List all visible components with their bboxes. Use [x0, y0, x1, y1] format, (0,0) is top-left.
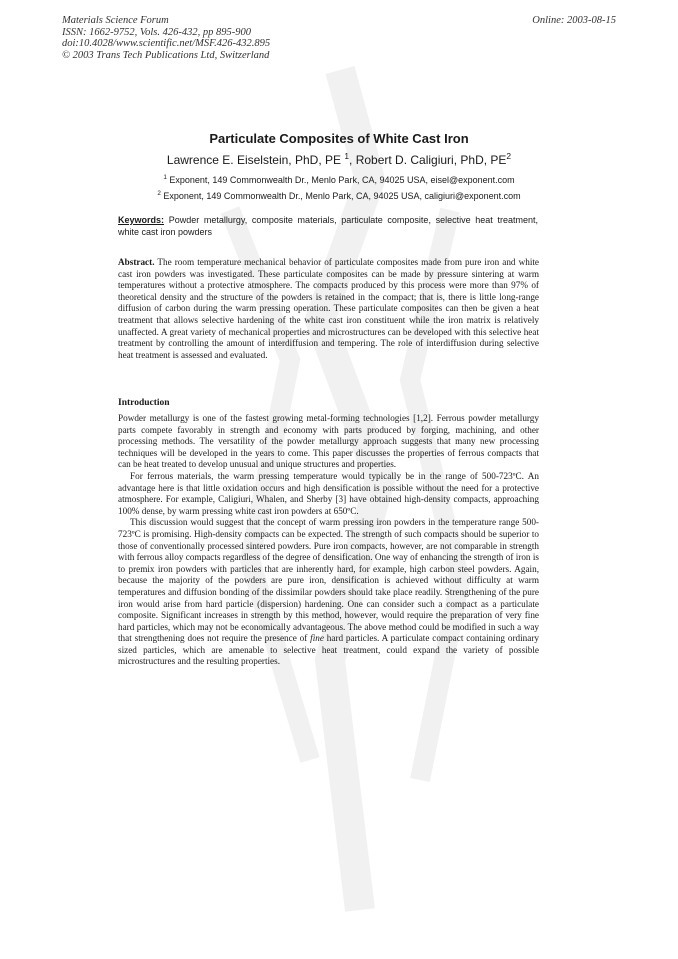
author-1-sup: 1 [344, 151, 350, 161]
affiliation-2-sup: 2 [157, 190, 161, 197]
introduction-body [118, 413, 539, 668]
keywords-block [118, 214, 538, 238]
journal-name: Materials Science Forum [62, 15, 169, 26]
issn-line: ISSN: 1662-9752, Vols. 426-432, pp 895-900 [62, 26, 251, 38]
journal-header [62, 15, 270, 61]
abstract-paragraph [118, 257, 539, 361]
affiliation-2-text: Exponent, 149 Commonwealth Dr., Menlo Park, CA, 94025 USA, caligiuri@exponent.com [163, 191, 521, 201]
author-2-sup: 2 [506, 151, 512, 161]
introduction-heading: Introduction [118, 398, 170, 408]
author-line [0, 153, 678, 167]
abstract-block [118, 257, 539, 361]
author-2: Robert D. Caligiuri, PhD, PE [355, 153, 507, 167]
affiliation-1-text: Exponent, 149 Commonwealth Dr., Menlo Park, CA, 94025 USA, eisel@exponent.com [169, 175, 515, 185]
affiliation-2 [0, 191, 678, 201]
affiliation-1-sup: 1 [163, 174, 167, 181]
intro-paragraph-3 [118, 517, 539, 668]
intro-paragraph-3-italic: fine [310, 633, 324, 644]
keywords-text: Powder metallurgy, composite materials, particulate composite, selective heat treatment, white cast iron powders [118, 215, 538, 237]
abstract-label: Abstract. [118, 257, 155, 267]
keywords-label: Keywords: [118, 215, 165, 225]
author-separator: , [349, 153, 356, 167]
online-date: Online: 2003-08-15 [532, 15, 616, 26]
abstract-text: The room temperature mechanical behavior of particulate composites made from pure iron and white cast iron powders was investigated. These particulate composites can be made by pressure sintering at warm temperatures without a protective atmosphere. The compacts produced by this process were more than 97% of theoretical density and the structure of the powders is retained in the compact; that is, there is little long-range diffusion of carbon during the warm pressing operation. These particulate composites can then be given a heat treatment that allows selective hardening of the white cast iron constituent while the iron matrix is relatively unaffected. A great variety of mechanical properties and microstructures can be developed with this selective heat treatment by controlling the amount of interdiffusion and tempering. The role of interdiffusion during selective heat treatment is assessed and evaluated. [118, 257, 539, 360]
doi-link[interactable]: doi:10.4028/www.scientific.net/MSF.426-432.895 [62, 38, 271, 49]
intro-paragraph-1: Powder metallurgy is one of the fastest growing metal-forming technologies [1,2]. Ferrous powder metallurgy parts compete favorably in strength and economy with parts produced by forging, machining, and other processing methods. The versatility of the powder metallurgy approach suggests that many new processing techniques will be developed in the years to come. This paper discusses the properties of ferrous compacts that can be heat treated to develop unusual and unique structures and properties. [118, 413, 539, 470]
paper-title: Particulate Composites of White Cast Iron [209, 131, 469, 146]
intro-paragraph-2: For ferrous materials, the warm pressing temperature would typically be in the range of 500-723ºC. An advantage here is that little oxidation occurs and high densification is possible without the need for a protective atmosphere. For example, Caligiuri, Whalen, and Sherby [3] have obtained high-density compacts, approaching 100% dense, by warm pressing white cast iron powders at 650ºC. [118, 470, 539, 516]
intro-paragraph-3-part-1: This discussion would suggest that the concept of warm pressing iron powders in the temperature range 500-723ºC is promising. High-density compacts can be expected. The strength of such compacts should be superior to those of conventionally processed sintered powders. Pure iron compacts, however, are not comparable in strength with ferrous alloy compacts regardless of the degree of densification. One way of enhancing the strength of iron is to premix iron powders with particles that are inherently hard, for example, high carbon steel powders. Again, because the majority of the powders are pure iron, densification is achieved without difficulty at warm temperatures and diffusion bonding of the dissimilar powders should take place readily. Strengthening of the pure iron would arise from hard particle (dispersion) hardening. One can consider such a compact as a particulate composite. Significant increases in strength by this method, however, would require the preparation of very fine hard particles, which may not be economically advantageous. The above method could be modified in such a way that strengthening does not require the presence of [118, 517, 539, 644]
copyright-line: © 2003 Trans Tech Publications Ltd, Switzerland [62, 49, 270, 61]
intro-paragraph-3-part-2: hard particles. A particulate compact containing ordinary sized particles, which are amenable to selective heat treatment, could expand the variety of possible microstructures and the resulting properties. [118, 633, 539, 667]
author-1: Lawrence E. Eiselstein, PhD, PE [166, 153, 341, 167]
affiliation-1 [0, 175, 678, 185]
